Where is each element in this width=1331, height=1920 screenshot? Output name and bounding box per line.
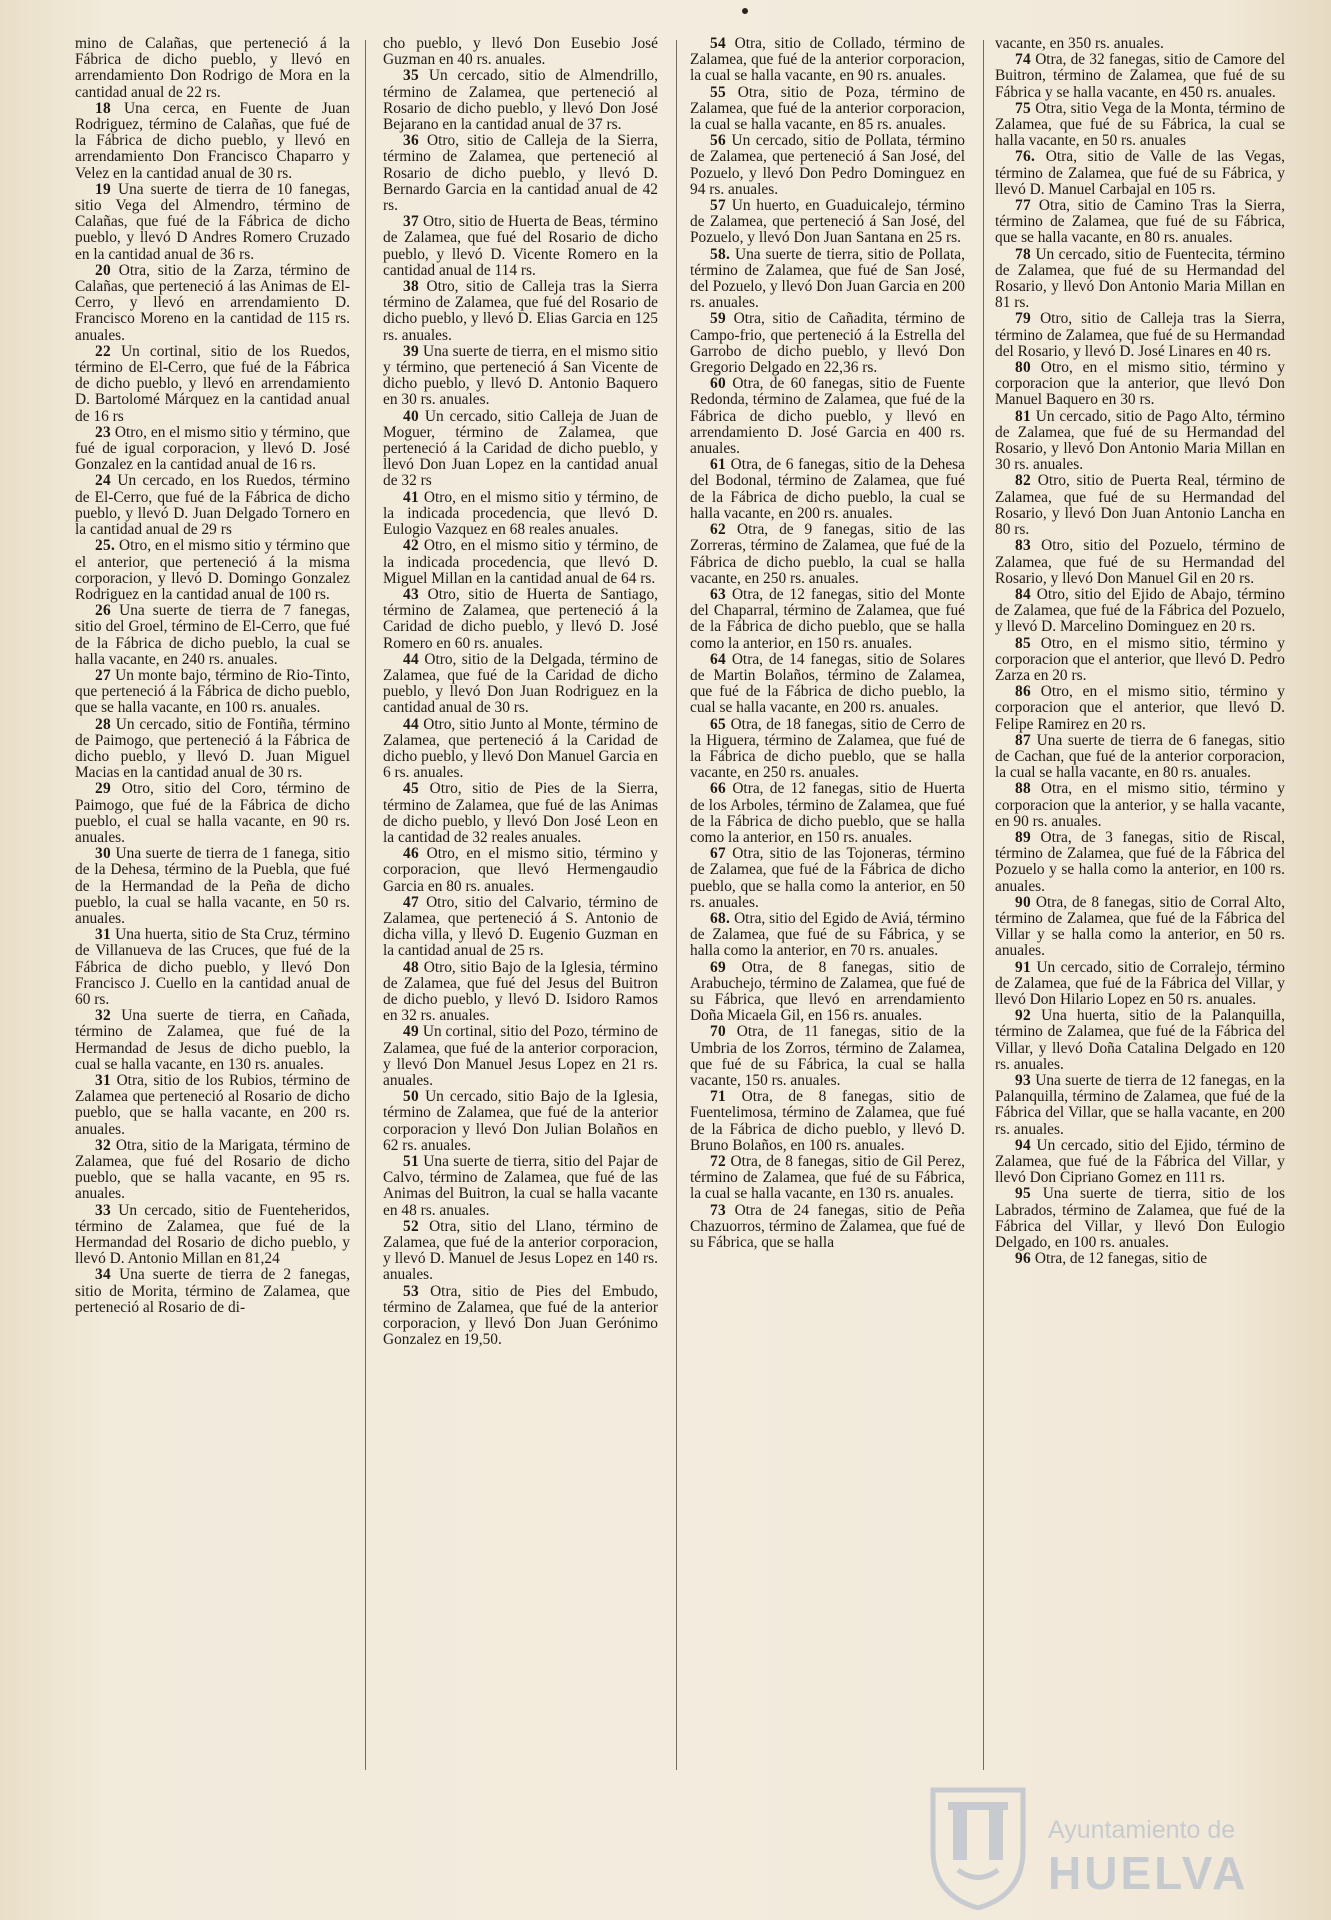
listing-entry (995, 684, 1285, 733)
listing-entry (995, 636, 1285, 685)
entry-text: Un cercado, sitio de Fuenteheridos, término de Zalamea, que fué de la Hermandad del Rosario de dicho pueblo, y llevó D. Antonio Millan en 81,24 (75, 1201, 350, 1268)
listing-entry (383, 68, 658, 133)
entry-text: Otra, de 60 fanegas, sitio de Fuente Redonda, término de Zalamea, que fué de la Fábrica de dicho pueblo, y llevó en arrendamiento D. José Garcia en 400 rs. anuales. (690, 375, 965, 458)
entry-number: 86 (1015, 683, 1031, 701)
entry-number: 23 (95, 423, 111, 441)
entry-text: Un cercado, sitio de Fontiña, término de Paimogo, que perteneció á la Fábrica de dicho pueblo, y llevó D. Juan Miguel Macias en la cantidad anual de 30 rs. (75, 715, 350, 782)
entry-text: Otro, sitio de Calleja tras la Sierra término de Zalamea, que fué del Rosario de dicho pueblo, y llevó D. Elias Garcia en 125 rs. anuales. (383, 278, 658, 344)
entry-number: 56 (710, 132, 726, 150)
listing-entry (690, 522, 965, 587)
entry-number: 59 (710, 310, 726, 328)
entry-number: 66 (710, 780, 726, 798)
entry-number: 60 (710, 375, 726, 393)
entry-number: 85 (1015, 634, 1031, 652)
listing-entry (690, 781, 965, 846)
entry-number: 91 (1015, 958, 1031, 976)
entry-number: 18 (95, 99, 111, 117)
entry-text: Otra, de 12 fanegas, sitio de (1034, 1250, 1208, 1268)
listing-entry (690, 36, 965, 85)
entry-text: Un cercado, en los Ruedos, término de El-Cerro, que fué de la Fábrica de dicho pueblo, y llevó D. Juan Delgado Tornero en la cantidad anual de 29 rs (75, 472, 350, 539)
entry-text: Otra, sitio del Llano, término de Zalamea, que fué de la anterior corporacion, y llevó D. Manuel de Jesus Lopez en 140 rs. anuales. (383, 1217, 658, 1284)
entry-text: Otra, sitio de Valle de las Vegas, término de Zalamea, que fué de su Fábrica, y llevó D. Manuel Carbajal en 105 rs. (995, 148, 1285, 198)
entry-number: 25. (95, 537, 116, 555)
entry-text: Una suerte de tierra, sitio de los Labrados, término de Zalamea, que fué de la Fábrica del Villar, y llevó Don Eulogio Delgado, en 100 rs. anuales. (995, 1185, 1285, 1252)
entry-number: 34 (95, 1266, 111, 1284)
entry-text: Otra, de 6 fanegas, sitio de la Dehesa del Bodonal, término de Zalamea, que fué de la Fábrica de dicho pueblo, la cual se halla vacante, en 200 rs. anuales. (690, 456, 965, 522)
entry-text: Una suerte de tierra, sitio del Pajar de Calvo, término de Zalamea, que fué de las Animas del Buitron, la cual se halla vacante en 48 rs. anuales. (383, 1153, 658, 1219)
listing-entry (75, 101, 350, 182)
listing-entry (383, 1219, 658, 1284)
listing-entry (995, 1008, 1285, 1073)
listing-entry (995, 1073, 1285, 1138)
archive-watermark (918, 1770, 1298, 1910)
entry-number: 26 (95, 602, 111, 620)
listing-entry (383, 1284, 658, 1349)
entry-text: Otra, de 12 fanegas, sitio del Monte del Chaparral, término de Zalamea, que fué de la Fábrica de dicho pueblo, que se halla como la anterior, en 150 rs. anuales. (690, 585, 965, 652)
listing-entry (75, 1073, 350, 1138)
listing-entry (75, 182, 350, 263)
listing-entry (690, 652, 965, 717)
entry-text: Una huerta, sitio de Sta Cruz, término de Villanueva de las Cruces, que fué de la Fábrica de dicho pueblo, y llevó Don Francisco J. Cuello en la cantidad anual de 60 rs. (75, 926, 350, 1008)
entry-text: Una suerte de tierra de 1 fanega, sitio de la Dehesa, término de la Puebla, que fué de la Hermandad de la Peña de dicho pueblo, la cual se halla vacante, en 50 rs. anuales. (75, 845, 350, 927)
listing-entry (75, 668, 350, 717)
listing-entry (383, 133, 658, 214)
listing-entry (690, 1154, 965, 1203)
listing-entry (75, 927, 350, 1008)
entry-number: 36 (403, 132, 419, 150)
listing-entry (995, 473, 1285, 538)
entry-text: Otra, sitio de Camino Tras la Sierra, término de Zalamea, que fué de su Fábrica, que se halla vacante, en 80 rs. anuales. (995, 197, 1285, 247)
entry-number: 67 (710, 845, 726, 863)
entry-number: 72 (710, 1153, 726, 1171)
text-column-2 (383, 36, 658, 1896)
entry-number: 55 (710, 83, 726, 101)
entry-text: Otro, sitio de Huerta de Santiago, término de Zalamea, que perteneció á la Caridad de dicho pueblo, y llevó D. José Romero en 60 rs. anuales. (383, 585, 658, 652)
ink-speck (742, 8, 748, 14)
listing-entry (383, 36, 658, 68)
entry-number: 53 (403, 1282, 419, 1300)
entry-text: Otro, sitio del Pozuelo, término de Zalamea, que fué de su Hermandad del Rosario, y llevó Don Manuel Gil en 20 rs. (995, 537, 1285, 587)
entry-text: Otra, sitio de Cañadita, término de Campo-frio, que perteneció á la Estrella del Garrobo de dicho pueblo, y llevó Don Gregorio Delgado en 22,36 rs. (690, 310, 965, 377)
entry-number: 84 (1015, 585, 1031, 603)
listing-entry (75, 1008, 350, 1073)
entry-text: Otro, en el mismo sitio, término y corporacion que el anterior, que llevó D. Pedro Zarza en 20 rs. (995, 634, 1285, 684)
entry-text: Otro, sitio de Calleja de la Sierra, término de Zalamea, que perteneció al Rosario de dicho pueblo, y llevó D. Bernardo Garcia en la cantidad anual de 42 rs. (383, 132, 658, 215)
entry-text: Un cortinal, sitio de los Ruedos, término de El-Cerro, que fué de la Fábrica de dicho pueblo, y llevó en arrendamiento D. Bartolomé Márquez en la cantidad anual de 16 rs (75, 342, 350, 425)
listing-entry (995, 960, 1285, 1009)
entry-text: Otro, sitio del Coro, término de Paimogo, que fué de la Fábrica de dicho pueblo, el cual se halla vacante, en 90 rs. anuales. (75, 780, 350, 846)
entry-number: 71 (710, 1088, 726, 1106)
listing-entry (995, 781, 1285, 830)
listing-entry (690, 311, 965, 376)
entry-text: Otra, sitio de las Tojoneras, término de Zalamea, que fué de la Fábrica de dicho pueblo, que se halla como la anterior, en 50 rs. anuales. (690, 845, 965, 911)
entry-number: 48 (403, 958, 419, 976)
listing-entry (383, 409, 658, 490)
entry-text: Otro, sitio de Pies de la Sierra, término de Zalamea, que fué de las Animas de dicho pueblo, y llevó Don José Leon en la cantidad de 32 reales anuales. (383, 780, 658, 846)
entry-number: 33 (95, 1201, 111, 1219)
listing-entry (995, 587, 1285, 636)
entry-number: 52 (403, 1217, 419, 1235)
listing-entry (995, 36, 1285, 52)
entry-number: 58. (710, 245, 731, 263)
listing-entry (690, 717, 965, 782)
entry-number: 30 (95, 845, 111, 863)
entry-number: 95 (1015, 1185, 1031, 1203)
listing-entry (995, 360, 1285, 409)
listing-entry (383, 1089, 658, 1154)
entry-number: 31 (95, 1072, 111, 1089)
entry-number: 44 (403, 715, 419, 733)
listing-entry (690, 1089, 965, 1154)
entry-text: Un cercado, sitio Bajo de la Iglesia, término de Zalamea, que fué de la anterior corporacion y llevó Don Julian Bolaños en 62 rs. anuales. (383, 1088, 658, 1154)
entry-number: 70 (710, 1023, 726, 1041)
listing-entry (383, 717, 658, 782)
listing-entry (383, 279, 658, 344)
entry-text: Una suerte de tierra de 2 fanegas, sitio de Morita, término de Zalamea, que perteneció al Rosario de di- (75, 1266, 350, 1316)
entry-number: 32 (95, 1007, 111, 1025)
entry-number: 54 (710, 36, 726, 52)
listing-entry (690, 1024, 965, 1089)
listing-entry (995, 198, 1285, 247)
entry-text: cho pueblo, y llevó Don Eusebio José Guzman en 40 rs. anuales. (383, 36, 658, 69)
entry-text: Otra, de 18 fanegas, sitio de Cerro de la Higuera, término de Zalamea, que fué de la Fábrica de dicho pueblo, que se halla vacante, en 250 rs. anuales. (690, 715, 965, 782)
entry-number: 92 (1015, 1007, 1031, 1025)
entry-text: Otro, sitio del Ejido de Abajo, término de Zalamea, que fué de la Fábrica del Pozuelo, y llevó D. Marcelino Dominguez en 20 rs. (995, 585, 1285, 636)
entry-number: 93 (1015, 1072, 1031, 1089)
entry-number: 22 (95, 342, 111, 360)
entry-number: 31 (95, 926, 111, 944)
listing-entry (690, 846, 965, 911)
listing-entry (383, 344, 658, 409)
listing-entry (995, 311, 1285, 360)
listing-entry (383, 1024, 658, 1089)
entry-number: 27 (95, 666, 111, 684)
entry-text: Una suerte de tierra, en Cañada, término de Zalamea, que fué de la Hermandad de Jesus de dicho pueblo, la cual se halla vacante, en 130 rs. anuales. (75, 1007, 350, 1073)
listing-entry (75, 473, 350, 538)
entry-number: 61 (710, 456, 726, 474)
entry-number: 62 (710, 521, 726, 539)
listing-entry (690, 587, 965, 652)
entry-text: Otro, en el mismo sitio, término y corporacion, que llevó Hermengaudio Garcia en 80 rs. anuales. (383, 845, 658, 895)
entry-number: 88 (1015, 780, 1031, 798)
entry-number: 89 (1015, 828, 1031, 846)
entry-number: 87 (1015, 731, 1031, 749)
listing-entry (690, 960, 965, 1025)
entry-number: 90 (1015, 893, 1031, 911)
entry-number: 49 (403, 1023, 419, 1041)
listing-entry (995, 830, 1285, 895)
entry-text: Un cortinal, sitio del Pozo, término de Zalamea, que fué de la anterior corporacion, y llevó Don Manuel Jesus Lopez en 21 rs. anuales. (383, 1023, 658, 1089)
entry-number: 28 (95, 715, 111, 733)
entry-text: Otra, de 9 fanegas, sitio de las Zorreras, término de Zalamea, que fué de la Fábrica de dicho pueblo, la cual se halla vacante, en 250 rs. anuales. (690, 521, 965, 587)
listing-entry (383, 652, 658, 717)
entry-text: Una suerte de tierra de 10 fanegas, sitio Vega del Almendro, término de Calañas, que fué de la Fábrica de dicho pueblo, y llevó D Andres Romero Cruzado en la cantidad anual de 36 rs. (75, 180, 350, 263)
text-column-4 (995, 36, 1285, 1896)
entry-text: Otra, sitio de la Zarza, término de Calañas, que perteneció á las Animas de El-Cerro, y llevó en arrendamiento D. Francisco Moreno en la cantidad de 115 rs. anuales. (75, 261, 350, 344)
entry-text: Otra, sitio de la Marigata, término de Zalamea, que fué del Rosario de dicho pueblo, que se halla vacante, en 95 rs. anuales. (75, 1136, 350, 1203)
entry-number: 24 (95, 472, 111, 490)
entry-text: Una suerte de tierra, en el mismo sitio y término, que perteneció á San Vicente de dicho pueblo, y llevó D. Antonio Baquero en 30 rs. anuales. (383, 342, 658, 409)
entry-number: 82 (1015, 472, 1031, 490)
listing-entry (383, 214, 658, 279)
entry-text: Otra, sitio Vega de la Monta, término de Zalamea, que fué de su Fábrica, la cual se halla vacante, en 50 rs. anuales (995, 99, 1285, 150)
entry-number: 35 (403, 67, 419, 85)
listing-entry (995, 1138, 1285, 1187)
entry-text: Una suerte de tierra de 12 fanegas, en la Palanquilla, término de Zalamea, que fué de la Fábrica del Villar, que se halla vacante, en 200 rs. anuales. (995, 1072, 1285, 1138)
entry-text: Un cercado, sitio de Pollata, término de Zalamea, que perteneció á San José, del Pozuelo, y llevó Don Pedro Dominguez en 94 rs. anuales. (690, 132, 965, 198)
listing-entry (75, 538, 350, 603)
listing-entry (75, 781, 350, 846)
entry-text: Otro, en el mismo sitio y término, de la indicada procedencia, que llevó D. Eulogio Vazquez en 68 reales anuales. (383, 488, 658, 539)
entry-text: Otro, en el mismo sitio y término que el anterior, que perteneció á la misma corporacion, y llevó D. Domingo Gonzalez Rodriguez en la cantidad anual de 100 rs. (75, 537, 350, 603)
entry-number: 42 (403, 537, 419, 555)
entry-text: Otro, en el mismo sitio, término y corporacion que la anterior, que llevó Don Manuel Baquero en 30 rs. (995, 359, 1285, 409)
entry-text: Otro, sitio Bajo de la Iglesia, término de Zalamea, que fué del Jesus del Buitron de dicho pueblo, y llevó D. Isidoro Ramos en 32 rs. anuales. (383, 958, 658, 1025)
listing-entry (75, 717, 350, 782)
entry-text: Un huerto, en Guaduicalejo, término de Zalamea, que perteneció á San José, del Pozuelo, y llevó Don Juan Santana en 25 rs. (690, 197, 965, 247)
listing-entry (383, 587, 658, 652)
entry-text: Otro, en el mismo sitio y término, de la indicada procedencia, que llevó D. Miguel Millan en la cantidad anual de 64 rs. (383, 537, 658, 587)
entry-text: Un cercado, sitio del Ejido, término de Zalamea, que fué de la Fábrica del Villar, y llevó Don Cipriano Gomez en 111 rs. (995, 1136, 1285, 1187)
entry-number: 41 (403, 488, 419, 506)
entry-text: Otra, de 8 fanegas, sitio de Corral Alto, término de Zalamea, que fué de la Fábrica del Villar y se halla como la anterior, en 50 rs. anuales. (995, 893, 1285, 960)
listing-entry (995, 1251, 1285, 1267)
entry-text: Una cerca, en Fuente de Juan Rodriguez, término de Calañas, que fué de la Fábrica de dicho pueblo, y llevó en arrendamiento Don Francisco Chaparro y Velez en la cantidad anual de 30 rs. (75, 99, 350, 182)
listing-entry (690, 457, 965, 522)
city-emblem-icon (918, 1770, 1038, 1910)
listing-entry (690, 911, 965, 960)
entry-number: 46 (403, 845, 419, 863)
entry-text: Otra, sitio de Poza, término de Zalamea, que fué de la anterior corporacion, la cual se halla vacante, en 85 rs. anuales. (690, 83, 965, 134)
entry-text: Una suerte de tierra de 7 fanegas, sitio del Groel, término de El-Cerro, que fué de la Fábrica de dicho pueblo, la cual se halla vacante, en 240 rs. anuales. (75, 602, 350, 668)
column-rule (983, 40, 984, 1770)
listing-entry (75, 344, 350, 425)
listing-entry (995, 247, 1285, 312)
listing-entry (75, 263, 350, 344)
entry-text: Otra, de 11 fanegas, sitio de la Umbria de los Zorros, término de Zalamea, que fué de su Fábrica, la cual se halla vacante, 150 rs. anuales. (690, 1023, 965, 1089)
entry-text: Otro, sitio del Calvario, término de Zalamea, que perteneció á S. Antonio de dicha villa, y llevó D. Eugenio Guzman en la cantidad anual de 25 rs. (383, 893, 658, 960)
entry-number: 79 (1015, 310, 1031, 328)
listing-entry (995, 895, 1285, 960)
entry-number: 37 (403, 213, 419, 231)
listing-entry (75, 1203, 350, 1268)
entry-text: Otro, sitio de Huerta de Beas, término de Zalamea, que fué del Rosario de dicho pueblo, y llevó D. Vicente Romero en la cantidad anual de 114 rs. (383, 213, 658, 279)
entry-number: 39 (403, 342, 419, 360)
entry-number: 80 (1015, 359, 1031, 377)
entry-text: Otra, sitio de Collado, término de Zalamea, que fué de la anterior corporacion, la cual se halla vacante, en 90 rs. anuales. (690, 36, 965, 85)
listing-entry (690, 247, 965, 312)
watermark-line-1: Ayuntamiento de (1048, 1816, 1236, 1844)
entry-number: 38 (403, 278, 419, 296)
listing-entry (75, 425, 350, 474)
entry-text: Una suerte de tierra, sitio de Pollata, término de Zalamea, que fué de San José, del Pozuelo, y llevó Don Juan Garcia en 200 rs. anuales. (690, 245, 965, 312)
entry-number: 29 (95, 780, 111, 798)
listing-entry (383, 781, 658, 846)
entry-number: 40 (403, 407, 419, 425)
entry-text: Un cercado, sitio de Almendrillo, término de Zalamea, que perteneció al Rosario de dicho pueblo, y llevó Don José Bejarano en la cantidad anual de 37 rs. (383, 67, 658, 134)
entry-number: 73 (710, 1201, 726, 1219)
entry-text: Otro, en el mismo sitio, término y corporacion que el anterior, que llevó D. Felipe Ramirez en 20 rs. (995, 683, 1285, 733)
entry-number: 43 (403, 585, 419, 603)
listing-entry (995, 101, 1285, 150)
entry-number: 83 (1015, 537, 1031, 555)
text-column-3 (690, 36, 965, 1896)
entry-text: vacante, en 350 rs. anuales. (995, 36, 1164, 52)
entry-text: Una suerte de tierra de 6 fanegas, sitio de Cachan, que fué de la anterior corporacion, la cual se halla vacante, en 80 rs. anuales. (995, 731, 1285, 782)
entry-number: 76. (1015, 148, 1036, 166)
entry-text: Otra, de 8 fanegas, sitio de Fuentelimosa, término de Zalamea, que fué de la Fábrica de dicho pueblo, y llevó D. Bruno Bolaños, en 100 rs. anuales. (690, 1088, 965, 1154)
entry-number: 64 (710, 650, 726, 668)
entry-number: 50 (403, 1088, 419, 1106)
entry-text: Otra, sitio del Egido de Aviá, término de Zalamea, que fué de su Fábrica, y se halla como la anterior, en 70 rs. anuales. (690, 909, 965, 960)
entry-number: 74 (1015, 51, 1031, 69)
entry-number: 69 (710, 958, 726, 976)
entry-number: 44 (403, 650, 419, 668)
entry-number: 47 (403, 893, 419, 911)
entry-number: 77 (1015, 197, 1031, 215)
listing-entry (75, 36, 350, 101)
watermark-line-2: HUELVA (1048, 1847, 1249, 1899)
entry-text: Otra, de 12 fanegas, sitio de Huerta de los Arboles, término de Zalamea, que fué de la Fábrica de dicho pueblo, que se halla como la anterior, en 150 rs. anuales. (690, 780, 965, 846)
entry-number: 65 (710, 715, 726, 733)
entry-number: 75 (1015, 99, 1031, 117)
entry-number: 19 (95, 180, 111, 198)
column-rule (676, 40, 677, 1770)
entry-number: 96 (1015, 1250, 1031, 1268)
entry-number: 78 (1015, 245, 1031, 263)
listing-entry (995, 1186, 1285, 1251)
entry-text: Un cercado, sitio de Fuentecita, término de Zalamea, que fué de su Hermandad del Rosario, y llevó Don Antonio Maria Millan en 81 rs. (995, 245, 1285, 312)
listing-entry (383, 490, 658, 539)
listing-entry (690, 198, 965, 247)
entry-number: 68. (710, 909, 731, 927)
entry-text: Otra, de 8 fanegas, sitio de Arabuchejo, término de Zalamea, que fué de su Fábrica, que llevó en arrendamiento Doña Micaela Gil, en 156 rs. anuales. (690, 958, 965, 1025)
entry-text: Otra, sitio de Pies del Embudo, término de Zalamea, que fué de la anterior corporacion, y llevó Don Juan Gerónimo Gonzalez en 19,50. (383, 1282, 658, 1349)
entry-text: Una huerta, sitio de la Palanquilla, término de Zalamea, que fué de la Fábrica del Villar, y llevó Doña Catalina Delgado en 120 rs. anuales. (995, 1007, 1285, 1073)
text-column-1 (75, 36, 350, 1896)
entry-text: Otra de 24 fanegas, sitio de Peña Chazuorros, término de Zalamea, que fué de su Fábrica, que se halla (690, 1201, 965, 1252)
entry-number: 20 (95, 261, 111, 279)
listing-entry (383, 538, 658, 587)
listing-entry (383, 1154, 658, 1219)
listing-entry (690, 85, 965, 134)
entry-text: Otro, en el mismo sitio y término, que fué de igual corporacion, y llevó D. José Gonzalez en la cantidad anual de 16 rs. (75, 423, 350, 474)
entry-number: 45 (403, 780, 419, 798)
listing-entry (995, 409, 1285, 474)
column-rule (365, 40, 366, 1770)
listing-entry (383, 960, 658, 1025)
entry-text: Otra, en el mismo sitio, término y corporacion que la anterior, y se halla vacante, en 90 rs. anuales. (995, 780, 1285, 830)
entry-text: mino de Calañas, que perteneció á la Fábrica de dicho pueblo, y llevó en arrendamiento Don Rodrigo de Mora en la cantidad anual de 22 rs. (75, 36, 350, 101)
entry-number: 32 (95, 1136, 111, 1154)
listing-entry (75, 1267, 350, 1316)
listing-entry (383, 846, 658, 895)
listing-entry (75, 1138, 350, 1203)
entry-text: Otro, sitio de Calleja tras la Sierra, término de Zalamea, que fué de su Hermandad del Rosario, y llevó D. José Linares en 40 rs. (995, 310, 1285, 360)
listing-entry (995, 52, 1285, 101)
entry-text: Otra, sitio de los Rubios, término de Zalamea que perteneció al Rosario de dicho pueblo, que se halla vacante, en 200 rs. anuales. (75, 1072, 350, 1138)
entry-text: Un cercado, sitio de Pago Alto, término de Zalamea, que fué de su Hermandad del Rosario, y llevó Don Antonio Maria Millan en 30 rs. anuales. (995, 407, 1285, 474)
entry-number: 51 (403, 1153, 419, 1171)
entry-text: Un cercado, sitio Calleja de Juan de Moguer, término de Zalamea, que perteneció á la Caridad de dicho pueblo, y llevó Don Juan Lopez en la cantidad anual de 32 rs (383, 407, 658, 490)
entry-text: Otro, sitio de la Delgada, término de Zalamea, que fué de la Caridad de dicho pueblo, y llevó Don Juan Rodriguez en la cantidad anual de 30 rs. (383, 650, 658, 717)
listing-entry (995, 733, 1285, 782)
entry-text: Otra, de 14 fanegas, sitio de Solares de Martin Bolaños, término de Zalamea, que fué de la Fábrica de dicho pueblo, la cual se halla vacante, en 200 rs. anuales. (690, 650, 965, 717)
entry-text: Otra, de 8 fanegas, sitio de Gil Perez, término de Zalamea, que fué de su Fábrica, la cual se halla vacante, en 130 rs. anuales. (690, 1153, 965, 1203)
entry-text: Un monte bajo, término de Rio-Tinto, que perteneció á la Fábrica de dicho pueblo, que se halla vacante, en 100 rs. anuales. (75, 666, 350, 717)
entry-text: Un cercado, sitio de Corralejo, término de Zalamea, que fué de la Fábrica del Villar, y llevó Don Hilario Lopez en 50 rs. anuales. (995, 958, 1285, 1008)
listing-entry (75, 846, 350, 927)
listing-entry (690, 1203, 965, 1252)
listing-entry (75, 603, 350, 668)
entry-text: Otro, sitio de Puerta Real, término de Zalamea, que fué de su Hermandad del Rosario, y llevó Don Juan Antonio Lancha en 80 rs. (995, 472, 1285, 539)
entry-number: 63 (710, 585, 726, 603)
entry-text: Otro, sitio Junto al Monte, término de Zalamea, que perteneció á la Caridad de dicho pueblo, y llevó Don Manuel Garcia en 6 rs. anuales. (383, 715, 658, 782)
listing-entry (690, 133, 965, 198)
entry-number: 57 (710, 197, 726, 215)
listing-entry (690, 376, 965, 457)
listing-entry (995, 149, 1285, 198)
listing-entry (383, 895, 658, 960)
entry-number: 81 (1015, 407, 1031, 425)
listing-entry (995, 538, 1285, 587)
entry-number: 94 (1015, 1136, 1031, 1154)
entry-text: Otra, de 32 fanegas, sitio de Camore del Buitron, término de Zalamea, que fué de su Fábrica y se halla vacante, en 450 rs. anuales. (995, 51, 1285, 101)
entry-text: Otra, de 3 fanegas, sitio de Riscal, término de Zalamea, que fué de la Fábrica del Pozuelo y se halla como la anterior, en 100 rs. anuales. (995, 828, 1285, 895)
